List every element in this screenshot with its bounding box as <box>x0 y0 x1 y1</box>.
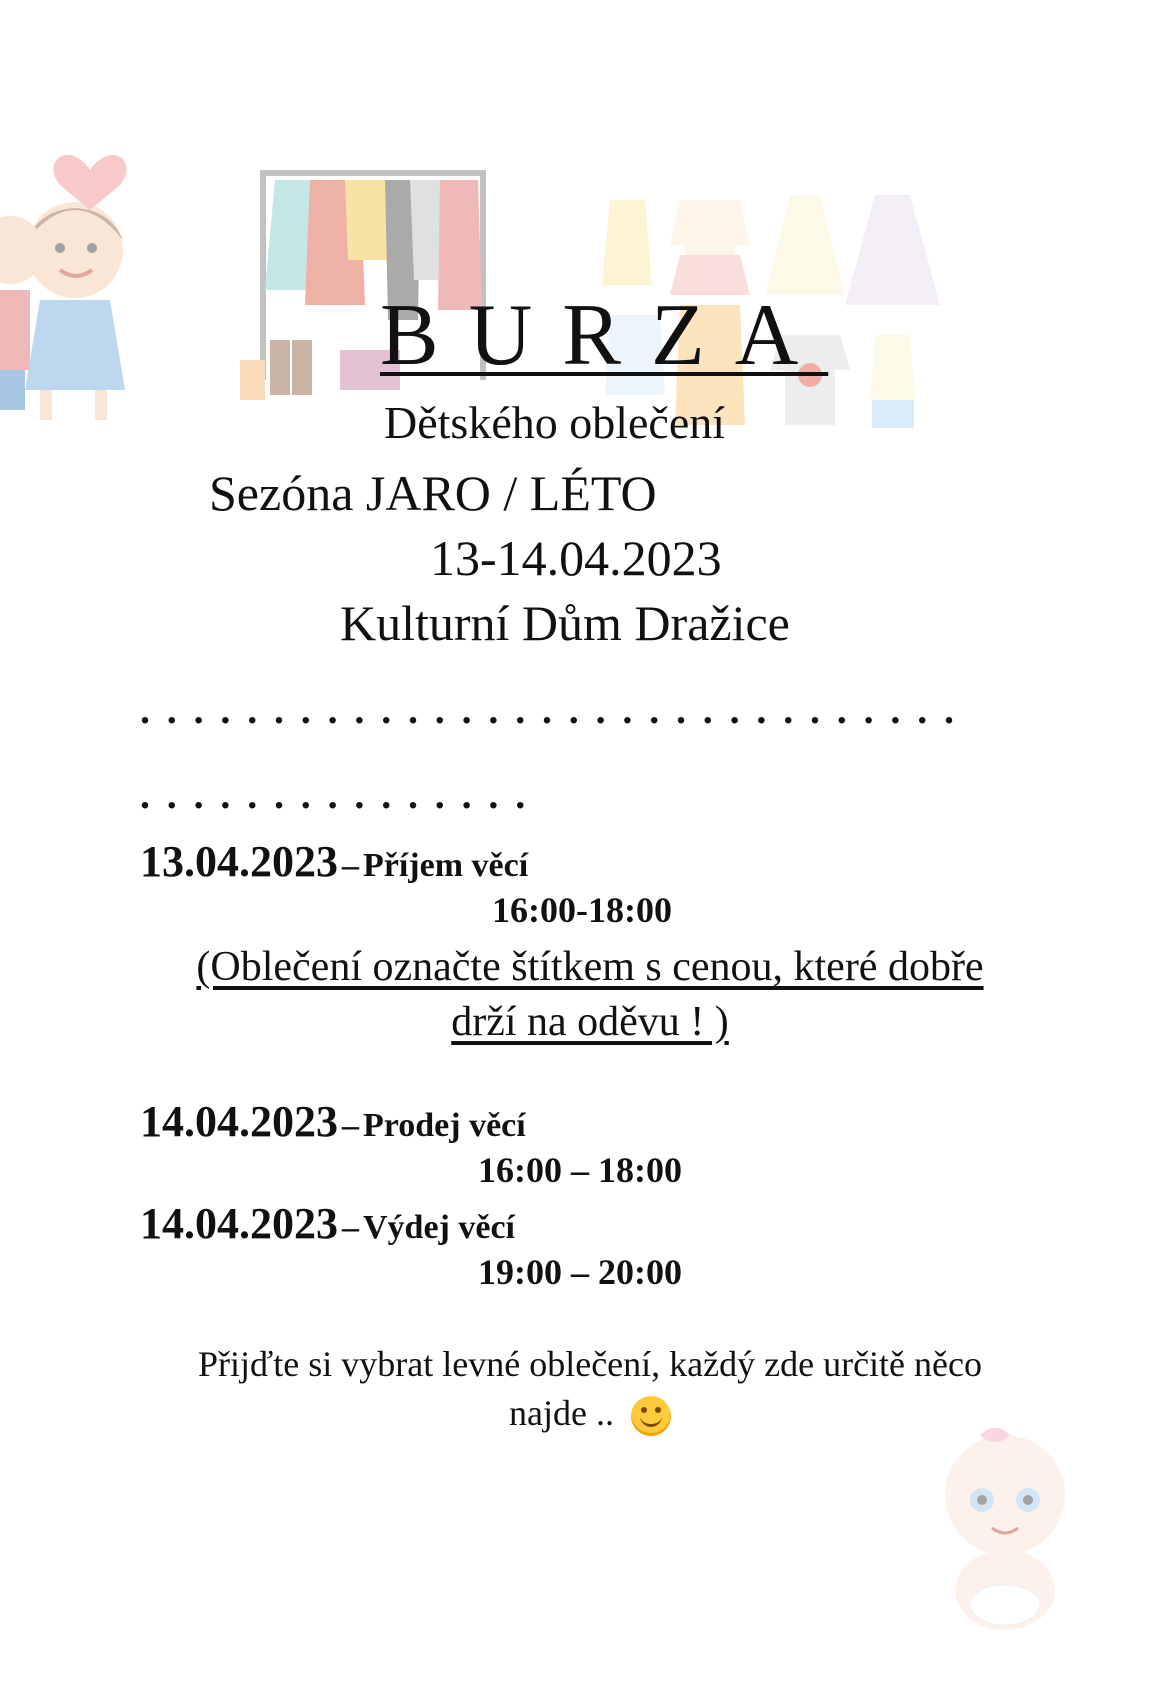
schedule-dash: – <box>342 1209 359 1246</box>
labeling-note-line2: drží na oděvu ! ) <box>451 998 729 1045</box>
schedule-action: Příjem věcí <box>363 847 529 884</box>
schedule-action: Prodej věcí <box>363 1107 526 1144</box>
schedule-time: 16:00-18:00 <box>492 890 672 930</box>
schedule-row-intake <box>140 837 529 886</box>
schedule-row-pickup <box>140 1199 516 1248</box>
schedule-dash: – <box>342 1107 359 1144</box>
event-title: BURZA <box>380 287 829 384</box>
footer-message <box>90 1340 1090 1437</box>
children-and-clothes-rack-illustration <box>0 130 540 430</box>
schedule-dash: – <box>342 847 359 884</box>
schedule-time: 16:00 – 18:00 <box>478 1150 682 1190</box>
labeling-note-line1: (Oblečení označte štítkem s cenou, které dobře <box>196 944 984 990</box>
smiley-icon <box>631 1396 671 1436</box>
schedule-row-sale <box>140 1097 526 1146</box>
event-subtitle: Dětského oblečení <box>384 397 726 448</box>
schedule-date: 14.04.2023 <box>140 1097 338 1146</box>
event-venue: Kulturní Dům Dražice <box>340 595 790 651</box>
event-dates: 13-14.04.2023 <box>430 530 722 586</box>
dotted-separator: ............... <box>140 772 542 817</box>
footer-line1: Přijďte si vybrat levné oblečení, každý zde určitě něco <box>198 1344 982 1384</box>
baby-illustration <box>920 1420 1100 1640</box>
schedule-time: 19:00 – 20:00 <box>478 1252 682 1292</box>
schedule-action: Výdej věcí <box>363 1209 516 1246</box>
schedule-date: 13.04.2023 <box>140 837 338 886</box>
footer-line2-text: najde .. <box>509 1392 614 1433</box>
labeling-note <box>90 940 1090 1049</box>
schedule-date: 14.04.2023 <box>140 1199 338 1248</box>
footer-line2 <box>90 1389 1090 1438</box>
event-season: Sezóna JARO / LÉTO <box>209 465 657 521</box>
dotted-separator: ............................... <box>140 687 971 732</box>
